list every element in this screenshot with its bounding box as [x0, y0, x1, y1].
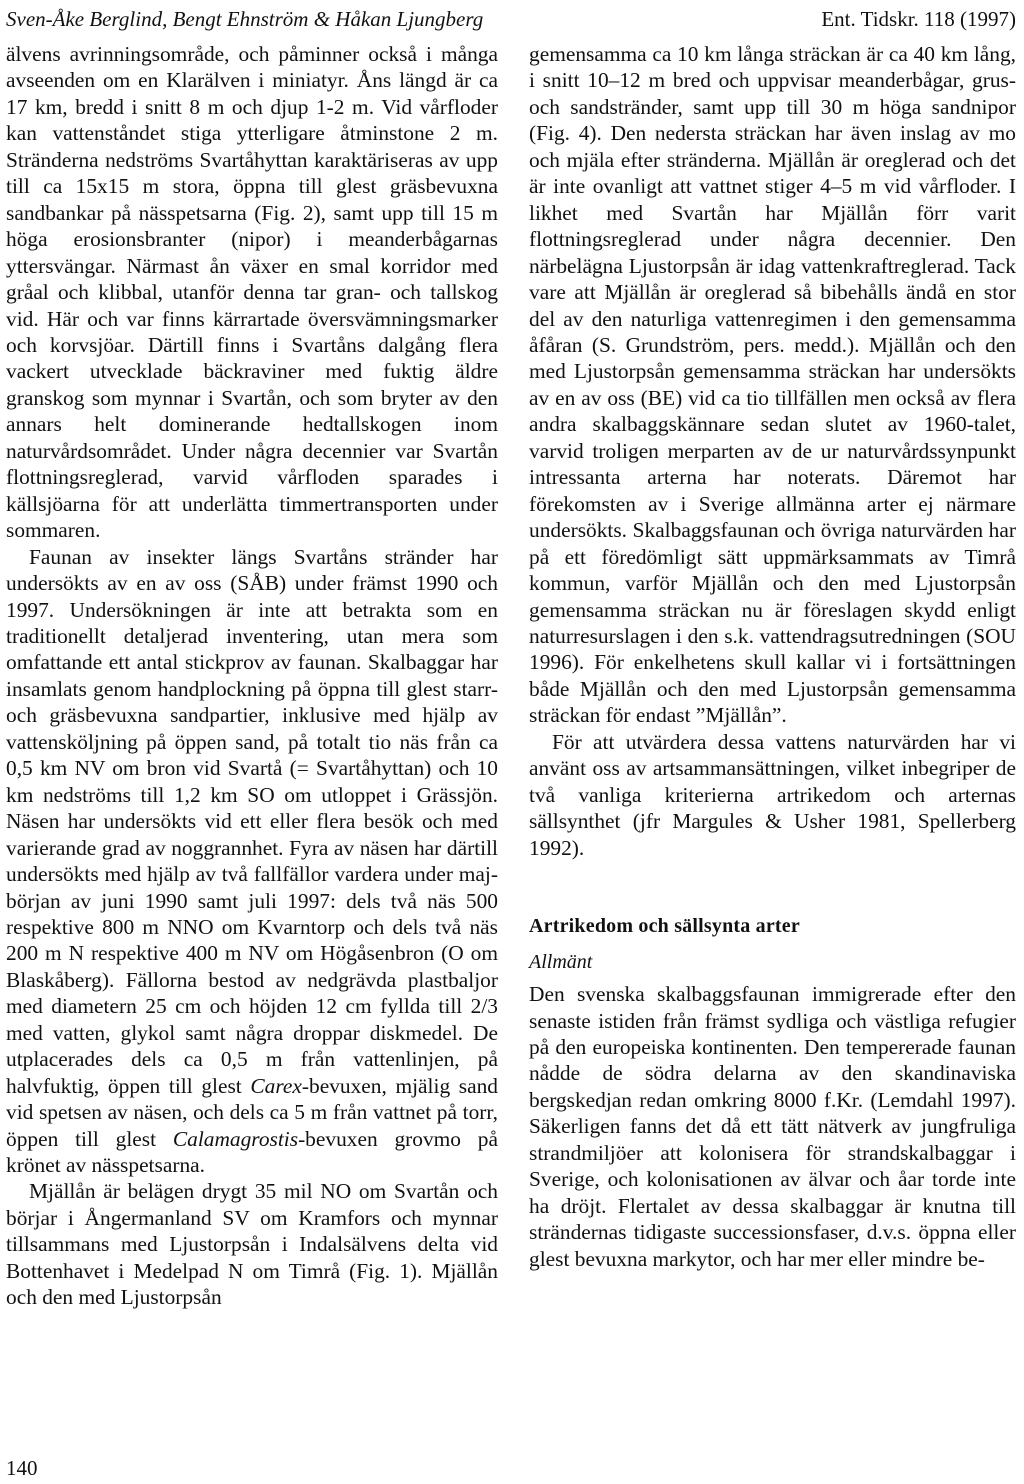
subsection-heading: Allmänt	[529, 951, 593, 974]
paragraph	[6, 544, 498, 1179]
section-heading: Artrikedom och sällsynta arter	[529, 915, 800, 938]
right-column	[529, 41, 1016, 1272]
paragraph: För att utvärdera dessa vattens naturvärden har vi använt oss av artsammansättningen, vilket inbegriper de två vanliga kriterierna artrikedom och arternas sällsynthet (jfr Margules & Usher 1981, Spellerberg 1992).	[529, 729, 1016, 860]
paragraph-text: -bevuxen, mjälig sand vid spetsen av näsen, och dels ca 5 m från vattnet på torr, öppen till glest	[6, 1073, 499, 1151]
taxon-name: Calamagrostis	[172, 1126, 299, 1151]
paragraph: Mjällån är belägen drygt 35 mil NO om Svartån och börjar i Ångermanland SV om Kramfors och mynnar tillsammans med Ljustorpsån i Indalsälvens delta vid Bottenhavet i Medelpad N om Timrå (Fig. 1). Mjällån och den med Ljustorpsån	[6, 1179, 498, 1310]
running-head-authors: Sven-Åke Berglind, Bengt Ehnström & Håkan Ljungberg	[6, 7, 484, 31]
paragraph: gemensamma ca 10 km långa sträckan är ca 40 km lång, i snitt 10–12 m bred och uppvisar meanderbågar, grus- och sandstränder, samt upp till 30 m höga sandnipor (Fig. 4). Den nedersta sträckan har även inslag av mo och mjäla efter stränderna. Mjällån är oreglerad och det är inte ovanligt att vattnet stiger 4–5 m vid vårfloder. I likhet med Svartån har Mjällån förr varit flottningsreglerad under några decennier. Den närbelägna Ljustorpsån är idag vattenkraftreglerad. Tack vare att Mjällån är oreglerad så bibehålls ändå en stor del av den naturliga vattenregimen i den gemensamma åfåran (S. Grundström, pers. medd.). Mjällån och den med Ljustorpsån gemensamma sträckan har undersökts av en av oss (BE) vid ca tio tillfällen men också av flera andra skalbaggskännare sedan slutet av 1960-talet, varvid troligen merparten av de ur naturvårdssynpunkt intressanta arterna har noterats. Däremot har förekomsten av i Sverige allmänna arter ej närmare undersökts. Skalbaggsfaunan och övriga naturvärden har på ett föredömligt sätt uppmärksammats av Timrå kommun, varför Mjällån och den med Ljustorpsån gemensamma sträckan nu är föreslagen skydd enligt naturresurslagen i den s.k. vattendragsutredningen (SOU 1996). För enkelhetens skull kallar vi i fortsättningen både Mjällån och den med Ljustorpsån gemensamma sträckan för endast ”Mjällån”.	[529, 42, 1016, 728]
paragraph-text: Faunan av insekter längs Svartåns stränder har undersökts av en av oss (SÅB) under främst 1990 och 1997. Undersökningen är inte att betrakta som en traditionellt detaljerad inventering, utan mera som omfattande ett antal stickprov av faunan. Skalbaggar har insamlats genom handplockning på öppna till glest starr- och gräsbevuxna sandpartier, inklusive med hjälp av vattensköljning på öppen sand, på totalt tio näs från ca 0,5 km NV om bron vid Svartå (= Svartåhyttan) och 10 km nedströms till 1,2 km SO om utloppet i Grässjön. Näsen har undersökts vid ett eller flera besök och med varierande grad av noggrannhet. Fyra av näsen har därtill undersökts med hjälp av två fallfällor vardera under maj-början av juni 1990 samt juli 1997: dels två näs 500 respektive 800 m NNO om Kvarntorp och dels två näs 200 m N respektive 400 m NV om Högåsenbron (O om Blaskåberg). Fällorna bestod av nedgrävda plastbaljor med diametern 25 cm och höjden 12 cm fyllda till 2/3 med vatten, glykol samt några droppar diskmedel. De utplacerades dels ca 0,5 m från vattenlinjen, på halvfuktig, öppen till glest	[6, 544, 498, 1098]
paragraph: älvens avrinningsområde, och påminner också i många avseenden om en Klarälven i miniatyr. Åns längd är ca 17 km, bredd i snitt 8 m och djup 1-2 m. Vid vårfloder kan vattenståndet stiga ytterligare åtminstone 2 m. Stränderna nedströms Svartåhyttan karaktäriseras av upp till ca 15x15 m stora, öppna till glest gräsbevuxna sandbankar på nässpetsarna (Fig. 2), samt upp till 15 m höga erosionsbranter (nipor) i meanderbågarnas yttersvängar. Närmast ån växer en smal korridor med gråal och klibbal, utanför denna tar gran- och tallskog vid. Här och var finns kärrartade översvämningsmarker och korvsjöar. Därtill finns i Svartåns dalgång flera vackert utvecklade bäckraviner med fuktig äldre granskog som mynnar i Svartån, och som bryter av den annars helt dominerande hedtallskogen inom naturvårdsområdet. Under några decennier var Svartån flottningsreglerad, varvid vårfloden sparades i källsjöarna för att underlätta timmertransporten under sommaren.	[6, 42, 498, 543]
running-head-journal: Ent. Tidskr. 118 (1997)	[821, 7, 1016, 31]
left-column	[6, 41, 498, 1311]
page-number: 140	[6, 1456, 38, 1480]
paragraph-text: -bevuxen grovmo på krönet av nässpetsarna.	[6, 1126, 498, 1178]
paragraph: Den svenska skalbaggsfaunan immigrerade efter den senaste istiden från främst sydliga och västliga refugier på den europeiska kontinenten. Den tempererade faunan nådde de södra delarna av den skandinaviska bergskedjan redan omkring 8000 f.Kr. (Lemdahl 1997). Säkerligen fanns det då ett tätt nätverk av jungfruliga strandmiljöer att kolonisera för strandskalbaggar i Sverige, och kolonisationen av älvar och åar torde inte ha dröjt. Flertalet av dessa skalbaggar är knutna till strändernas tidigaste successionsfaser, d.v.s. öppna eller glest bevuxna markytor, och har mer eller mindre be-	[529, 982, 1016, 1271]
taxon-name: Carex	[250, 1073, 302, 1098]
running-head	[6, 6, 1016, 36]
